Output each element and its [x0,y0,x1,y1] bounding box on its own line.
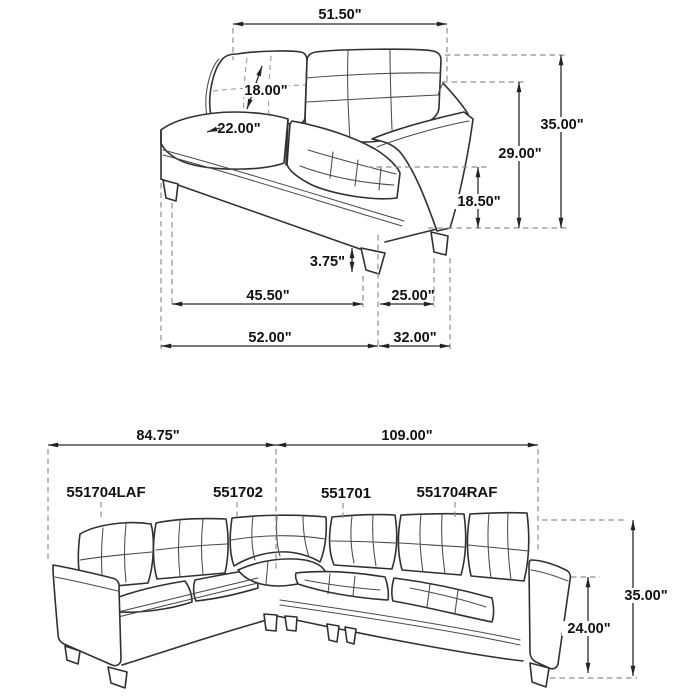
right-length-value: 109.00" [381,428,433,444]
part-sku-raf: 551704RAF [416,484,498,501]
back-cushion-value: 18.00" [244,83,288,99]
loveseat-artwork [161,49,473,274]
dim-arm-height [562,577,616,673]
arm-front-depth-value: 25.00" [391,288,435,304]
part-sku-corner: 551701 [320,485,372,502]
left-length-value: 84.75" [136,428,180,444]
sectional-arm-height-value: 24.00" [567,621,611,637]
overall-width-value: 52.00" [248,330,292,346]
seat-depth-value: 22.00" [217,121,261,137]
dim-leg-height [310,248,352,272]
part-sku-laf: 551704LAF [66,484,146,501]
part-label-corner [321,485,371,519]
dim-overall-width [161,183,378,349]
sectional-height-value: 35.00" [624,588,668,604]
seat-height-value: 18.50" [457,194,501,210]
sectional-artwork [53,513,570,688]
dim-arm-front-depth [380,258,435,307]
loveseat-diagram [161,7,589,349]
leg-height-value: 3.75" [309,254,345,270]
back-width-value: 51.50" [318,7,362,23]
overall-height-value: 35.00" [540,117,584,133]
back-height-value: 29.00" [498,146,542,162]
part-label-laf [66,484,145,521]
part-label-armless-loveseat [213,484,263,519]
sectional-diagram [48,428,674,688]
seat-width-value: 45.50" [246,288,290,304]
overall-depth-value: 32.00" [393,330,437,346]
part-sku-armless: 551702 [212,484,264,501]
